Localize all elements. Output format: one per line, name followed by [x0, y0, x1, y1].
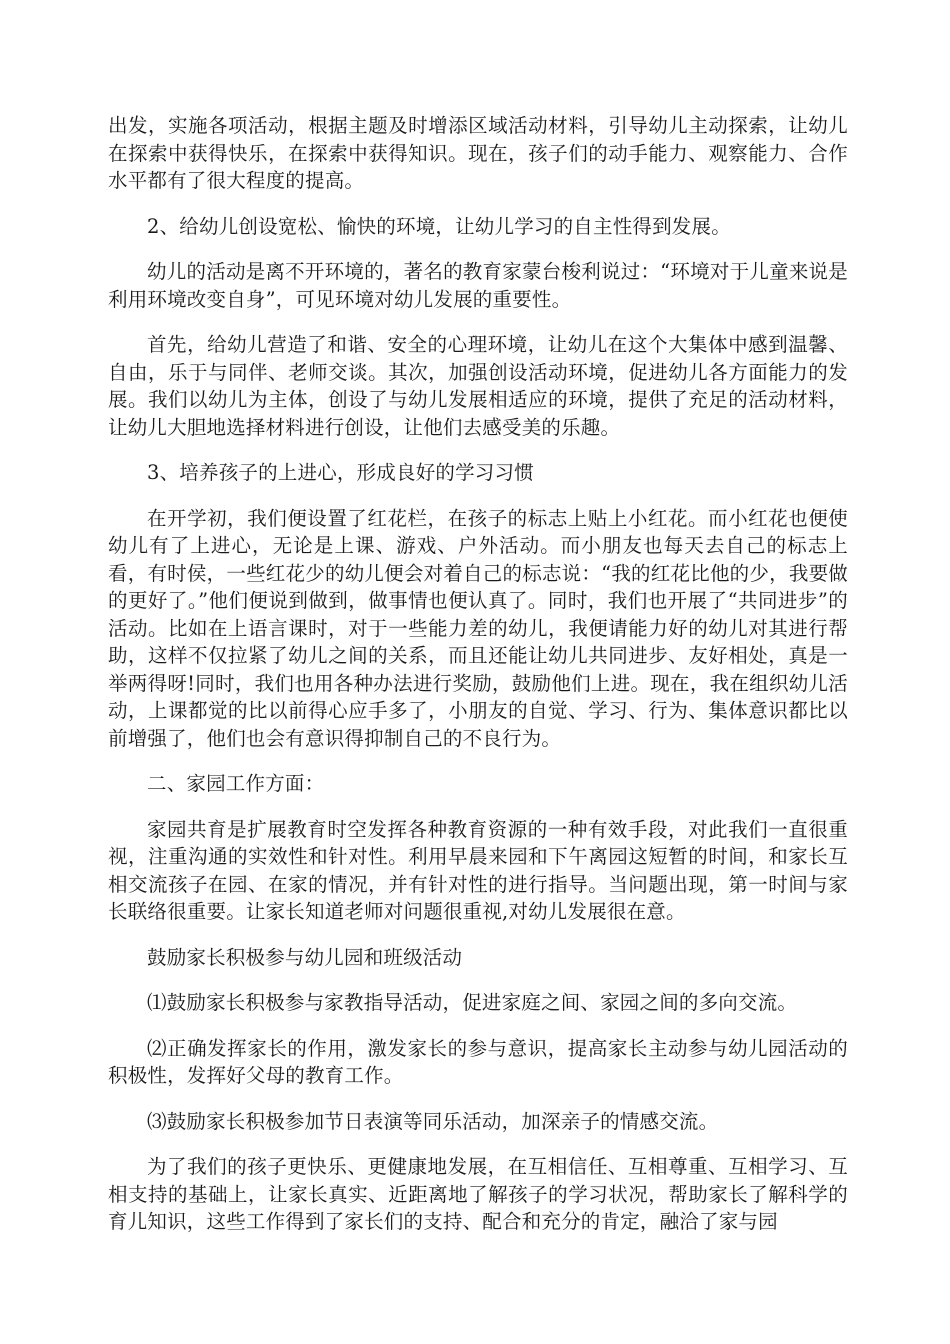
- document-page: [108, 112, 848, 1254]
- paragraph-continuation: 出发，实施各项活动，根据主题及时增添区域活动材料，引导幼儿主动探索，让幼儿在探索中获得快乐，在探索中获得知识。现在，孩子们的动手能力、观察能力、合作水平都有了很大程度的提高。: [108, 114, 848, 192]
- paragraph-environment-details: 首先，给幼儿营造了和谐、安全的心理环境，让幼儿在这个大集体中感到温馨、自由，乐于与同伴、老师交谈。其次，加强创设活动环境，促进幼儿各方面能力的发展。我们以幼儿为主体，创设了与幼儿发展相适应的环境，提供了充足的活动材料，让幼儿大胆地选择材料进行创设，让他们去感受美的乐趣。: [108, 333, 848, 439]
- heading-encourage-parents: 鼓励家长积极参与幼儿园和班级活动: [147, 945, 463, 969]
- heading-item-3: 3、培养孩子的上进心，形成良好的学习习惯: [147, 461, 534, 484]
- paragraph-home-school: 家园共育是扩展教育时空发挥各种教育资源的一种有效手段，对此我们一直很重视，注重沟通的实效性和针对性。利用早晨来园和下午离园这短暂的时间，和家长互相交流孩子在园、在家的情况，并有针对性的进行指导。当问题出现，第一时间与家长联络很重要。让家长知道老师对问题很重视,对幼儿发展很在意。: [108, 817, 848, 923]
- paragraph-closing: 为了我们的孩子更快乐、更健康地发展，在互相信任、互相尊重、互相学习、互相支持的基础上，让家长真实、近距离地了解孩子的学习状况，帮助家长了解科学的育儿知识，这些工作得到了家长们的支持、配合和充分的肯定，融洽了家与园: [108, 1155, 848, 1233]
- paragraph-red-flower: 在开学初，我们便设置了红花栏，在孩子的标志上贴上小红花。而小红花也便使幼儿有了上进心，无论是上课、游戏、户外活动。而小朋友也每天去自己的标志上看，有时侯，一些红花少的幼儿便会对着自己的标志说：“我的红花比他的少，我要做的更好了。”他们便说到做到，做事情也便认真了。同时，我们也开展了“共同进步”的活动。比如在上语言课时，对于一些能力差的幼儿，我便请能力好的幼儿对其进行帮助，这样不仅拉紧了幼儿之间的关系，而且还能让幼儿共同进步、友好相处，真是一举两得呀!同时，我们也用各种办法进行奖励，鼓励他们上进。现在，我在组织幼儿活动，上课都觉的比以前得心应手多了，小朋友的自觉、学习、行为、集体意识都比以前增强了，他们也会有意识得抑制自己的不良行为。: [108, 506, 848, 750]
- list-item-3: ⑶鼓励家长积极参加节日表演等同乐活动，加深亲子的情感交流。: [147, 1109, 719, 1133]
- list-item-2: ⑵正确发挥家长的作用，激发家长的参与意识，提高家长主动参与幼儿园活动的积极性，发挥好父母的教育工作。: [108, 1036, 848, 1087]
- heading-item-2: 2、给幼儿创设宽松、愉快的环境，让幼儿学习的自主性得到发展。: [147, 214, 731, 238]
- heading-section-two: 二、家园工作方面：: [147, 772, 325, 795]
- list-item-1: ⑴鼓励家长积极参与家教指导活动，促进家庭之间、家园之间的多向交流。: [147, 991, 798, 1014]
- paragraph-environment-quote: 幼儿的活动是离不开环境的，著名的教育家蒙台梭利说过：“环境对于儿童来说是利用环境改变自身”，可见环境对幼儿发展的重要性。: [108, 260, 848, 311]
